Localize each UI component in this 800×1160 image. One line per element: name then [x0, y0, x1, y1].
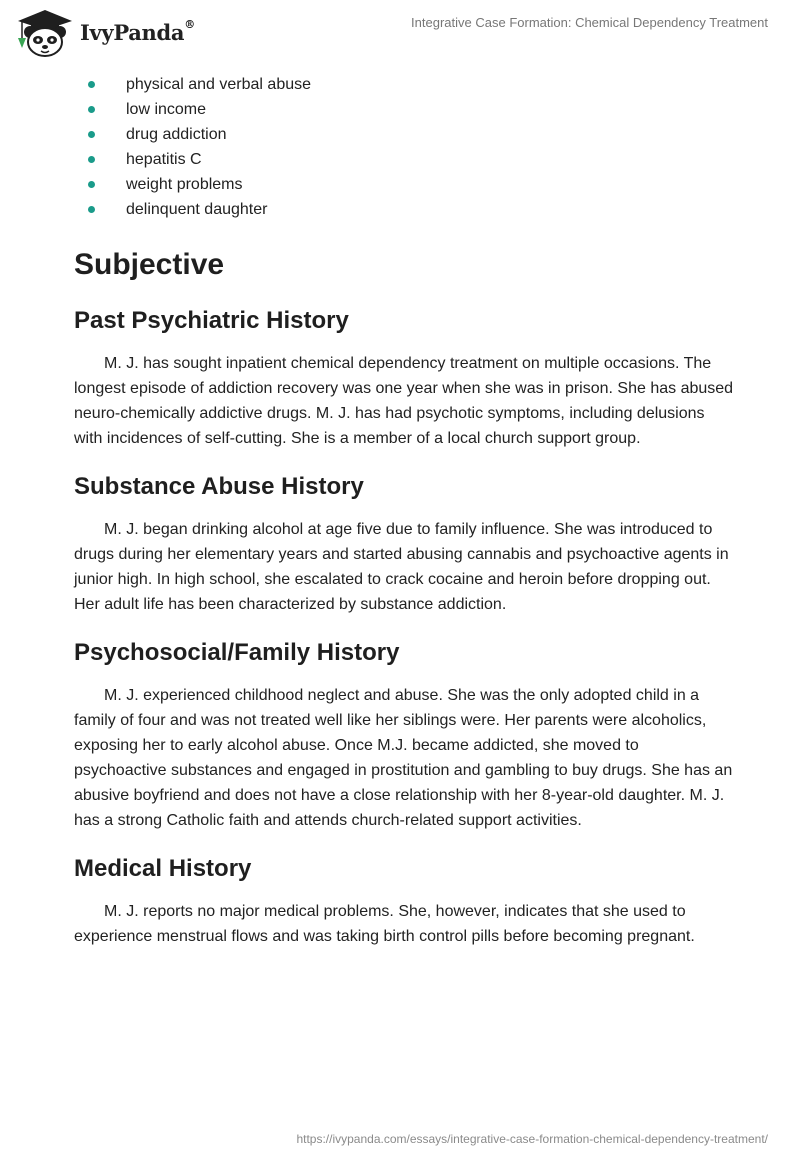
bullet-list — [74, 72, 734, 222]
paragraph-substance-abuse-history: M. J. began drinking alcohol at age five due to family influence. She was introduced to drugs during her elementary years and started abusing cannabis and psychoactive agents in junior high. In high school, she escalated to crack cocaine and heroin before dropping out. Her adult life has been characterized by substance addiction. — [74, 521, 729, 613]
list-item: hepatitis C — [74, 147, 734, 172]
subheading-medical-history: Medical History — [74, 855, 252, 882]
list-item: weight problems — [74, 172, 734, 197]
brand-name: IvyPanda® — [80, 18, 195, 45]
subheading-past-psychiatric-history: Past Psychiatric History — [74, 307, 349, 334]
panda-graduate-icon — [14, 8, 76, 58]
document-title: Integrative Case Formation: Chemical Dependency Treatment — [411, 15, 768, 30]
subheading-substance-abuse-history: Substance Abuse History — [74, 473, 364, 500]
subheading-psychosocial-family-history: Psychosocial/Family History — [74, 639, 400, 666]
list-item: delinquent daughter — [74, 197, 734, 222]
section-heading-subjective: Subjective — [74, 248, 225, 281]
ivypanda-logo[interactable] — [14, 8, 194, 58]
paragraph-medical-history: M. J. reports no major medical problems. She, however, indicates that she used to experience menstrual flows and was taking birth control pills before becoming pregnant. — [74, 903, 695, 945]
bullet-dot-icon — [88, 106, 95, 113]
paragraph-past-psychiatric-history: M. J. has sought inpatient chemical dependency treatment on multiple occasions. The longest episode of addiction recovery was one year when she was in prison. She has abused neuro-chemically addictive drugs. M. J. has had psychotic symptoms, including delusions with incidences of self-cutting. She is a member of a local church support group. — [74, 355, 734, 447]
page-header — [0, 0, 800, 64]
document-body — [74, 70, 734, 949]
source-url[interactable]: https://ivypanda.com/essays/integrative-case-formation-chemical-dependency-treatment/ — [296, 1132, 768, 1146]
list-item: drug addiction — [74, 122, 734, 147]
bullet-dot-icon — [88, 181, 95, 188]
bullet-dot-icon — [88, 81, 95, 88]
list-item: low income — [74, 97, 734, 122]
bullet-dot-icon — [88, 131, 95, 138]
list-item: physical and verbal abuse — [74, 72, 734, 97]
bullet-dot-icon — [88, 206, 95, 213]
bullet-dot-icon — [88, 156, 95, 163]
paragraph-psychosocial-family-history: M. J. experienced childhood neglect and abuse. She was the only adopted child in a family of four and was not treated well like her siblings were. Her parents were alcoholics, exposing her to early alcohol abuse. Once M.J. became addicted, she moved to psychoactive substances and engaged in prostitution and gambling to buy drugs. She has an abusive boyfriend and does not have a close relationship with her 8-year-old daughter. M. J. has a strong Catholic faith and attends church-related support activities. — [74, 687, 733, 829]
